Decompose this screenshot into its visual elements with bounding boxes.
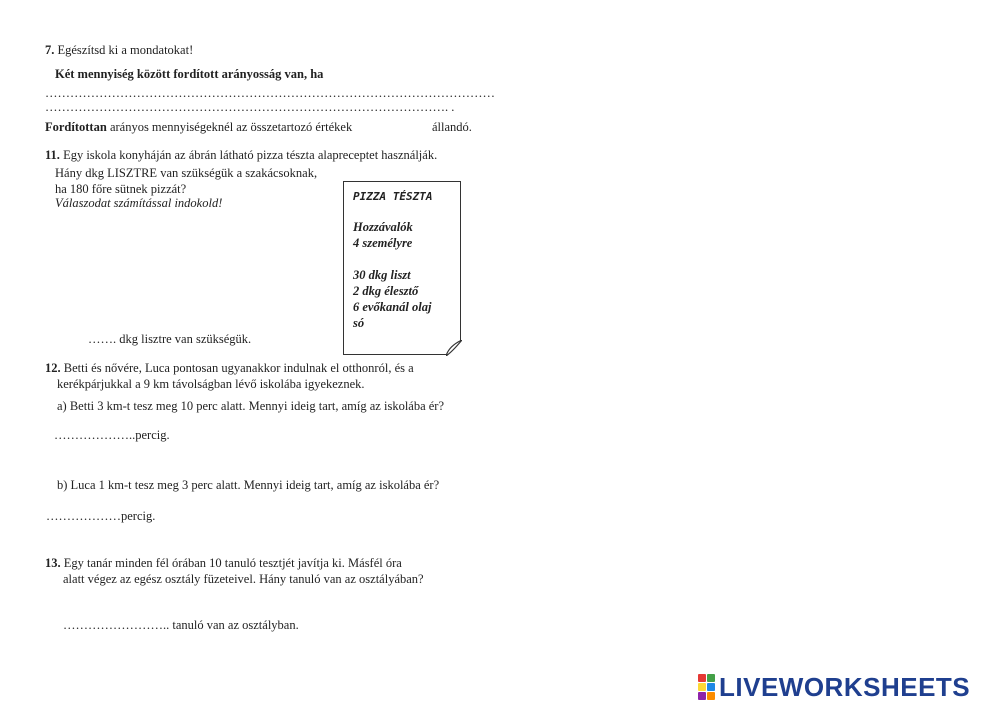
q11-heading	[45, 148, 437, 162]
q7-dots1[interactable]: ………………………………………………………………………………………………	[45, 86, 495, 100]
q11-title: Egy iskola konyháján az ábrán látható pizza tészta alapreceptet használják.	[63, 148, 438, 162]
q12-answer-b[interactable]: ………………percig.	[46, 509, 156, 523]
q12-number: 12.	[45, 361, 61, 375]
recipe-card	[343, 181, 461, 355]
logo-blocks-icon	[698, 674, 715, 700]
q11-answer[interactable]: ……. dkg lisztre van szükségük.	[88, 332, 252, 346]
q11-number: 11.	[45, 148, 60, 162]
q12-answer-a[interactable]: ………………..percig.	[54, 428, 170, 442]
q13-answer[interactable]: …………………….. tanuló van az osztályban.	[63, 618, 299, 632]
page-fold-icon	[446, 340, 462, 356]
q12-part-a: a) Betti 3 km-t tesz meg 10 perc alatt. Mennyi ideig tart, amíg az iskolába ér?	[57, 399, 445, 413]
recipe-title: PIZZA TÉSZTA	[353, 190, 433, 203]
recipe-line6: só	[353, 316, 365, 330]
q7-s2-bold: Fordítottan	[45, 120, 107, 134]
q7-title: Egészítsd ki a mondatokat!	[57, 43, 194, 57]
q7-s2-rest: arányos mennyiségeknél az összetartozó értékek	[106, 120, 353, 134]
q12-line2: kerékpárjukkal a 9 km távolságban lévő iskolába igyekeznek.	[57, 377, 365, 391]
recipe-line5: 6 evőkanál olaj	[353, 300, 432, 314]
recipe-line2: 4 személyre	[353, 236, 413, 250]
q11-line1: Hány dkg LISZTRE van szükségük a szakácsoknak,	[55, 166, 318, 180]
recipe-line1: Hozzávalók	[353, 220, 413, 234]
q7-sentence2	[45, 120, 352, 134]
q13-line2: alatt végez az egész osztály füzeteivel. Hány tanuló van az osztályában?	[63, 572, 424, 586]
q11-line2: ha 180 főre sütnek pizzát?	[55, 182, 187, 196]
q13-heading	[45, 556, 402, 570]
q12-line1: Betti és nővére, Luca pontosan ugyanakkor indulnak el otthonról, és a	[63, 361, 414, 375]
q12-heading	[45, 361, 414, 375]
recipe-line3: 30 dkg liszt	[353, 268, 411, 282]
q13-number: 13.	[45, 556, 61, 570]
q7-s2-end: állandó.	[432, 120, 472, 134]
recipe-line4: 2 dkg élesztő	[353, 284, 419, 298]
q13-line1: Egy tanár minden fél órában 10 tanuló tesztjét javítja ki. Másfél óra	[63, 556, 402, 570]
q7-dots2[interactable]: ……………………………………………………………………………………. .	[45, 100, 455, 114]
q11-line3: Válaszodat számítással indokold!	[55, 196, 223, 210]
q12-part-b: b) Luca 1 km-t tesz meg 3 perc alatt. Mennyi ideig tart, amíg az iskolába ér?	[57, 478, 440, 492]
liveworksheets-logo	[698, 672, 970, 702]
q7-number: 7.	[45, 43, 55, 57]
q7-line1: Két mennyiség között fordított arányosság van, ha	[55, 67, 324, 81]
logo-text: LIVEWORKSHEETS	[719, 671, 971, 702]
q7-heading	[45, 43, 193, 57]
